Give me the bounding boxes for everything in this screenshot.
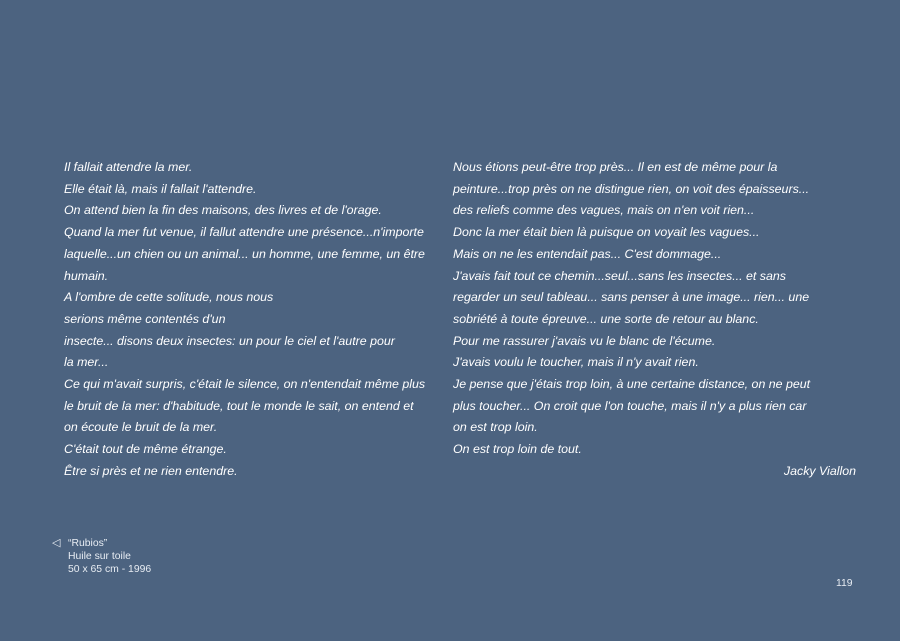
poem-line: humain. xyxy=(64,268,109,283)
poem-line: Mais on ne les entendait pas... C'est dommage... xyxy=(453,246,722,261)
author-signature: Jacky Viallon xyxy=(783,463,856,478)
poem-line: J'avais fait tout ce chemin...seul...sans les insectes... et sans xyxy=(453,268,786,283)
poem-line: Pour me rassurer j'avais vu le blanc de l'écume. xyxy=(453,333,716,348)
poem-line: A l'ombre de cette solitude, nous nous xyxy=(64,290,274,305)
poem-line: serions même contentés d'un xyxy=(64,311,226,326)
page-number: 119 xyxy=(836,578,853,589)
poem-line: peinture...trop près on ne distingue rien, on voit des épaisseurs... xyxy=(453,181,810,196)
poem-left-column xyxy=(64,157,439,483)
poem-line: Je pense que j'étais trop loin, à une certaine distance, on ne peut xyxy=(453,377,811,392)
poem-line: On est trop loin de tout. xyxy=(453,442,582,457)
poem-line: Elle était là, mais il fallait l'attendre. xyxy=(64,181,257,196)
poem-line: insecte... disons deux insectes: un pour le ciel et l'autre pour xyxy=(64,333,395,348)
poem-line: plus toucher... On croit que l'on touche, mais il n'y a plus rien car xyxy=(453,398,807,413)
poem-line: Quand la mer fut venue, il fallut attendre une présence...n'importe xyxy=(64,225,424,240)
poem-line: Donc la mer était bien là puisque on voyait les vagues... xyxy=(453,225,760,240)
poem-line: on écoute le bruit de la mer. xyxy=(64,420,218,435)
poem-line: Nous étions peut-être trop près... Il en est de même pour la xyxy=(453,160,778,174)
poem-line: Être si près et ne rien entendre. xyxy=(64,463,238,478)
poem-line: la mer... xyxy=(64,355,109,370)
poem-line: des reliefs comme des vagues, mais on n'en voit rien... xyxy=(453,203,755,218)
artwork-medium: Huile sur toile xyxy=(68,551,131,562)
poem-line: le bruit de la mer: d'habitude, tout le monde le sait, on entend et xyxy=(64,398,414,413)
poem-line: J'avais voulu le toucher, mais il n'y avait rien. xyxy=(453,355,699,370)
poem-line: On attend bien la fin des maisons, des livres et de l'orage. xyxy=(64,203,382,218)
left-triangle-outline-icon: ◁ xyxy=(52,537,61,549)
poem-line: C'était tout de même étrange. xyxy=(64,442,227,457)
poem-line: Il fallait attendre la mer. xyxy=(64,160,193,174)
poem-line: sobriété à toute épreuve... une sorte de retour au blanc. xyxy=(453,311,759,326)
poem-line: laquelle...un chien ou un animal... un homme, une femme, un être xyxy=(64,246,425,261)
poem-line: Ce qui m'avait surpris, c'était le silence, on n'entendait même plus xyxy=(64,377,426,392)
artwork-dimensions: 50 x 65 cm - 1996 xyxy=(68,564,152,575)
poem-line: regarder un seul tableau... sans penser à une image... rien... une xyxy=(453,290,810,305)
poem-right-column xyxy=(453,157,856,483)
artwork-title: “Rubios” xyxy=(68,538,108,549)
poem-line: on est trop loin. xyxy=(453,420,538,435)
